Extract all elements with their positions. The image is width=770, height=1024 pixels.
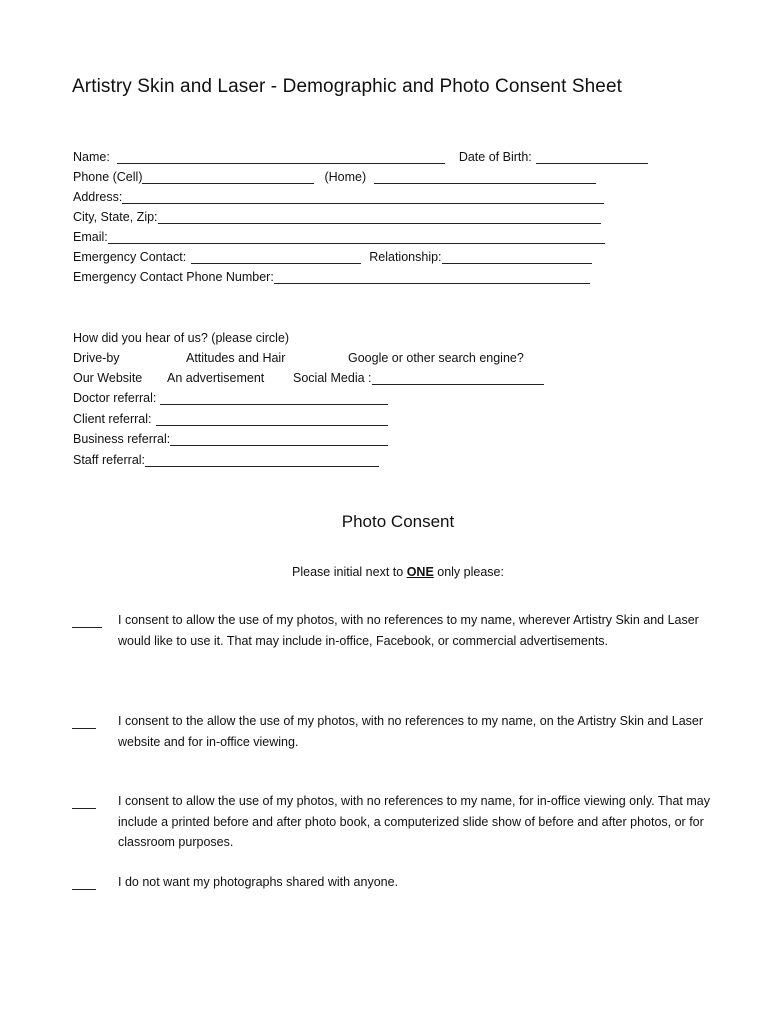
option-our-website[interactable]: Our Website — [73, 371, 143, 385]
instruction-emphasis: ONE — [406, 565, 434, 579]
address-label: Address: — [73, 190, 123, 204]
phone-home-field[interactable] — [374, 169, 596, 184]
client-referral-label: Client referral: — [73, 412, 152, 426]
option-attitudes-and-hair[interactable]: Attitudes and Hair — [186, 351, 286, 365]
option-social-media[interactable]: Social Media : — [293, 371, 372, 385]
emergency-row — [73, 246, 592, 264]
consent-option-3: I consent to allow the use of my photos, with no references to my name, for in-office viewing only. That may include a printed before and after photo book, a computerized slide show of before and after photos, or for classroom purposes. — [118, 794, 710, 849]
emergency-contact-field[interactable] — [191, 249, 361, 264]
doctor-referral-field[interactable] — [160, 390, 388, 405]
phone-row — [73, 166, 596, 184]
staff-referral-row — [73, 449, 379, 467]
name-label: Name: — [73, 150, 110, 164]
initial-blank-1[interactable] — [72, 627, 102, 628]
city-label: City, State, Zip: — [73, 210, 158, 224]
option-advertisement[interactable]: An advertisement — [167, 371, 265, 385]
instruction-pre: Please initial next to — [292, 565, 407, 579]
emergency-phone-row — [73, 266, 590, 284]
referral-question-text: How did you hear of us? (please circle) — [73, 331, 290, 345]
initial-blank-2[interactable] — [72, 728, 96, 729]
social-media-field[interactable] — [372, 370, 544, 385]
consent-option-4: I do not want my photographs shared with anyone. — [118, 875, 399, 889]
staff-referral-field[interactable] — [145, 452, 379, 467]
client-referral-field[interactable] — [156, 411, 388, 426]
staff-referral-label: Staff referral: — [73, 453, 146, 467]
photo-consent-instruction — [0, 565, 770, 579]
dob-label: Date of Birth: — [458, 150, 532, 164]
referral-question — [73, 327, 289, 345]
relationship-label: Relationship: — [369, 250, 442, 264]
referral-options-row-1 — [73, 347, 524, 365]
business-referral-label: Business referral: — [73, 432, 171, 446]
option-google[interactable]: Google or other search engine? — [348, 351, 524, 365]
emergency-phone-label: Emergency Contact Phone Number: — [73, 270, 274, 284]
option-driveby[interactable]: Drive-by — [73, 351, 120, 365]
doctor-referral-row — [73, 387, 388, 405]
email-label: Email: — [73, 230, 108, 244]
name-field[interactable] — [117, 149, 445, 164]
phone-cell-label: Phone (Cell) — [73, 170, 143, 184]
initial-blank-3[interactable] — [72, 808, 96, 809]
phone-home-label: (Home) — [324, 170, 367, 184]
address-row — [73, 186, 604, 204]
client-referral-row — [73, 408, 388, 426]
business-referral-field[interactable] — [170, 431, 388, 446]
emergency-phone-field[interactable] — [274, 269, 590, 284]
consent-option-2: I consent to the allow the use of my photos, with no references to my name, on the Artistry Skin and Laser website and for in-office viewing. — [118, 714, 704, 749]
business-referral-row — [73, 428, 388, 446]
city-row — [73, 206, 601, 224]
photo-consent-heading: Photo Consent — [341, 512, 455, 531]
email-row — [73, 226, 605, 244]
referral-options-row-2 — [73, 367, 544, 385]
page-title: Artistry Skin and Laser - Demographic and Photo Consent Sheet — [72, 76, 623, 97]
city-field[interactable] — [158, 209, 601, 224]
dob-field[interactable] — [536, 149, 648, 164]
phone-cell-field[interactable] — [142, 169, 314, 184]
doctor-referral-label: Doctor referral: — [73, 391, 157, 405]
consent-option-1: I consent to allow the use of my photos, with no references to my name, wherever Artistry Skin and Laser would like to use it. That may include in-office, Facebook, or commercial advertisements. — [118, 613, 699, 648]
emergency-contact-label: Emergency Contact: — [73, 250, 187, 264]
email-field[interactable] — [108, 229, 605, 244]
address-field[interactable] — [122, 189, 604, 204]
relationship-field[interactable] — [442, 249, 592, 264]
instruction-post: only please: — [433, 565, 504, 579]
name-row — [73, 146, 648, 164]
initial-blank-4[interactable] — [72, 889, 96, 890]
